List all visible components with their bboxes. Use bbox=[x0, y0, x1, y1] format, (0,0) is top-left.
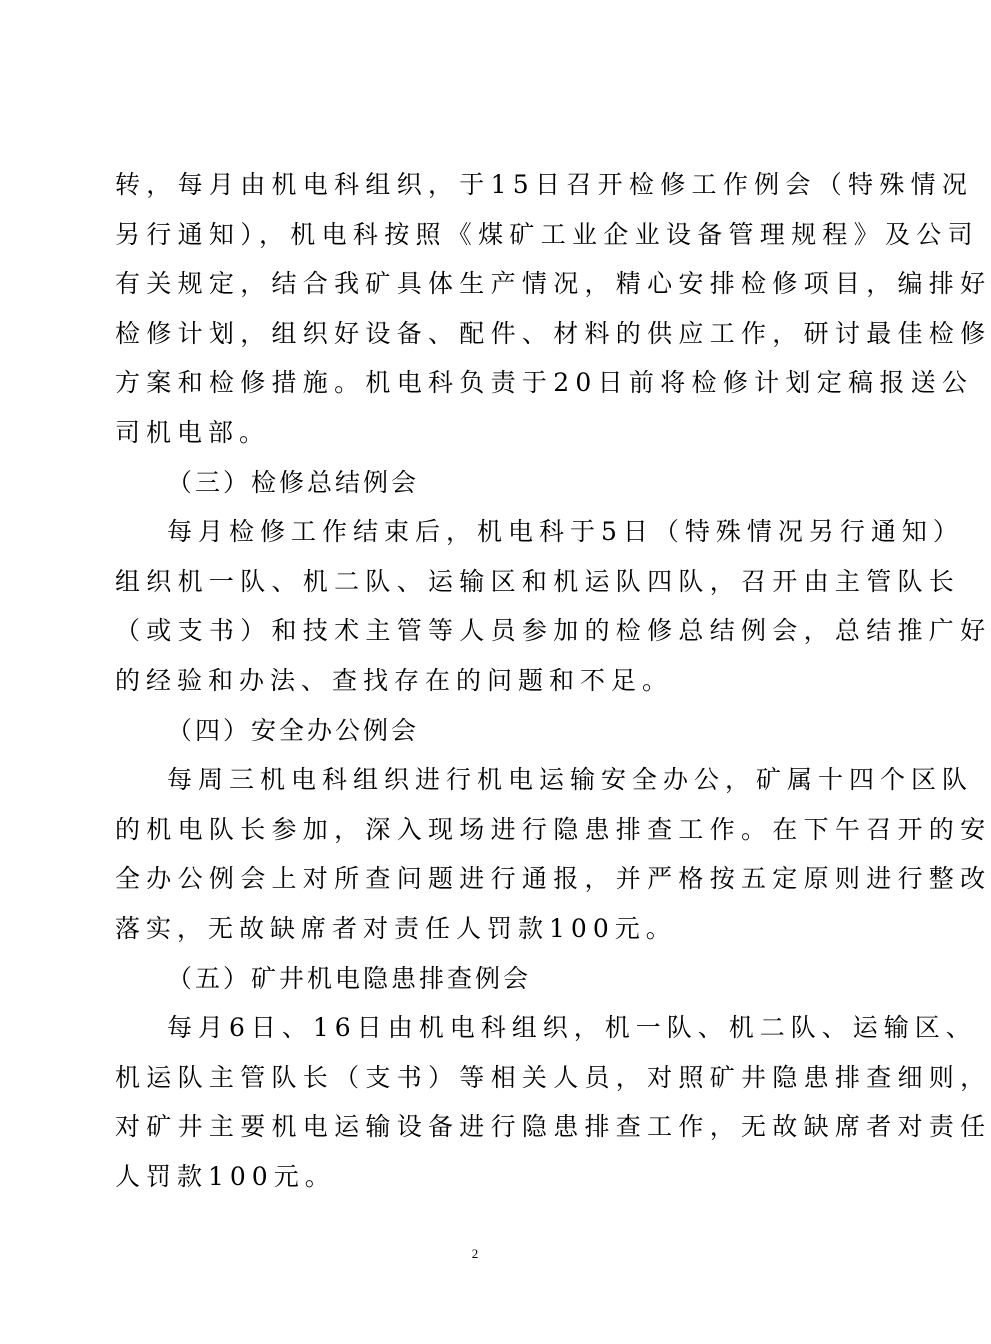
paragraph-line: 的机电队长参加，深入现场进行隐患排查工作。在下午召开的安 bbox=[115, 814, 991, 844]
paragraph-line: 每月检修工作结束后，机电科于5日（特殊情况另行通知） bbox=[167, 517, 964, 547]
section-heading-3: （三）检修总结例会 bbox=[167, 467, 420, 497]
paragraph-line: 机运队主管队长（支书）等相关人员，对照矿井隐患排查细则， bbox=[115, 1062, 991, 1092]
paragraph-line: 落实，无故缺席者对责任人罚款100元。 bbox=[115, 913, 677, 943]
paragraph-line: 全办公例会上对所查问题进行通报，并严格按五定原则进行整改 bbox=[115, 864, 991, 894]
paragraph-line: 方案和检修措施。机电科负责于20日前将检修计划定稿报送公 bbox=[115, 368, 974, 398]
section-heading-5: （五）矿井机电隐患排查例会 bbox=[167, 963, 532, 993]
paragraph-line: 每月6日、16日由机电科组织，机一队、机二队、运输区、 bbox=[167, 1013, 977, 1043]
paragraph-line: （或支书）和技术主管等人员参加的检修总结例会，总结推广好 bbox=[115, 616, 991, 646]
paragraph-line: 有关规定，结合我矿具体生产情况，精心安排检修项目，编排好 bbox=[115, 269, 991, 299]
page-number: 2 bbox=[471, 1246, 479, 1261]
paragraph-line: 转，每月由机电科组织，于15日召开检修工作例会（特殊情况 bbox=[115, 170, 974, 199]
paragraph-line: 的经验和办法、查找存在的问题和不足。 bbox=[115, 665, 674, 695]
body-text bbox=[115, 160, 991, 1201]
paragraph-line: 每周三机电科组织进行机电运输安全办公，矿属十四个区队 bbox=[167, 765, 974, 795]
paragraph-line: 组织机一队、机二队、运输区和机运队四队，召开由主管队长 bbox=[115, 566, 961, 596]
paragraph-line: 另行通知），机电科按照《煤矿工业企业设备管理规程》及公司 bbox=[115, 219, 979, 249]
paragraph-line: 检修计划，组织好设备、配件、材料的供应工作，研讨最佳检修 bbox=[115, 318, 991, 348]
paragraph-line: 司机电部。 bbox=[115, 417, 271, 447]
paragraph-line: 人罚款100元。 bbox=[115, 1161, 336, 1191]
section-heading-4: （四）安全办公例会 bbox=[167, 715, 420, 745]
paragraph-line: 对矿井主要机电运输设备进行隐患排查工作，无故缺席者对责任 bbox=[115, 1112, 991, 1142]
